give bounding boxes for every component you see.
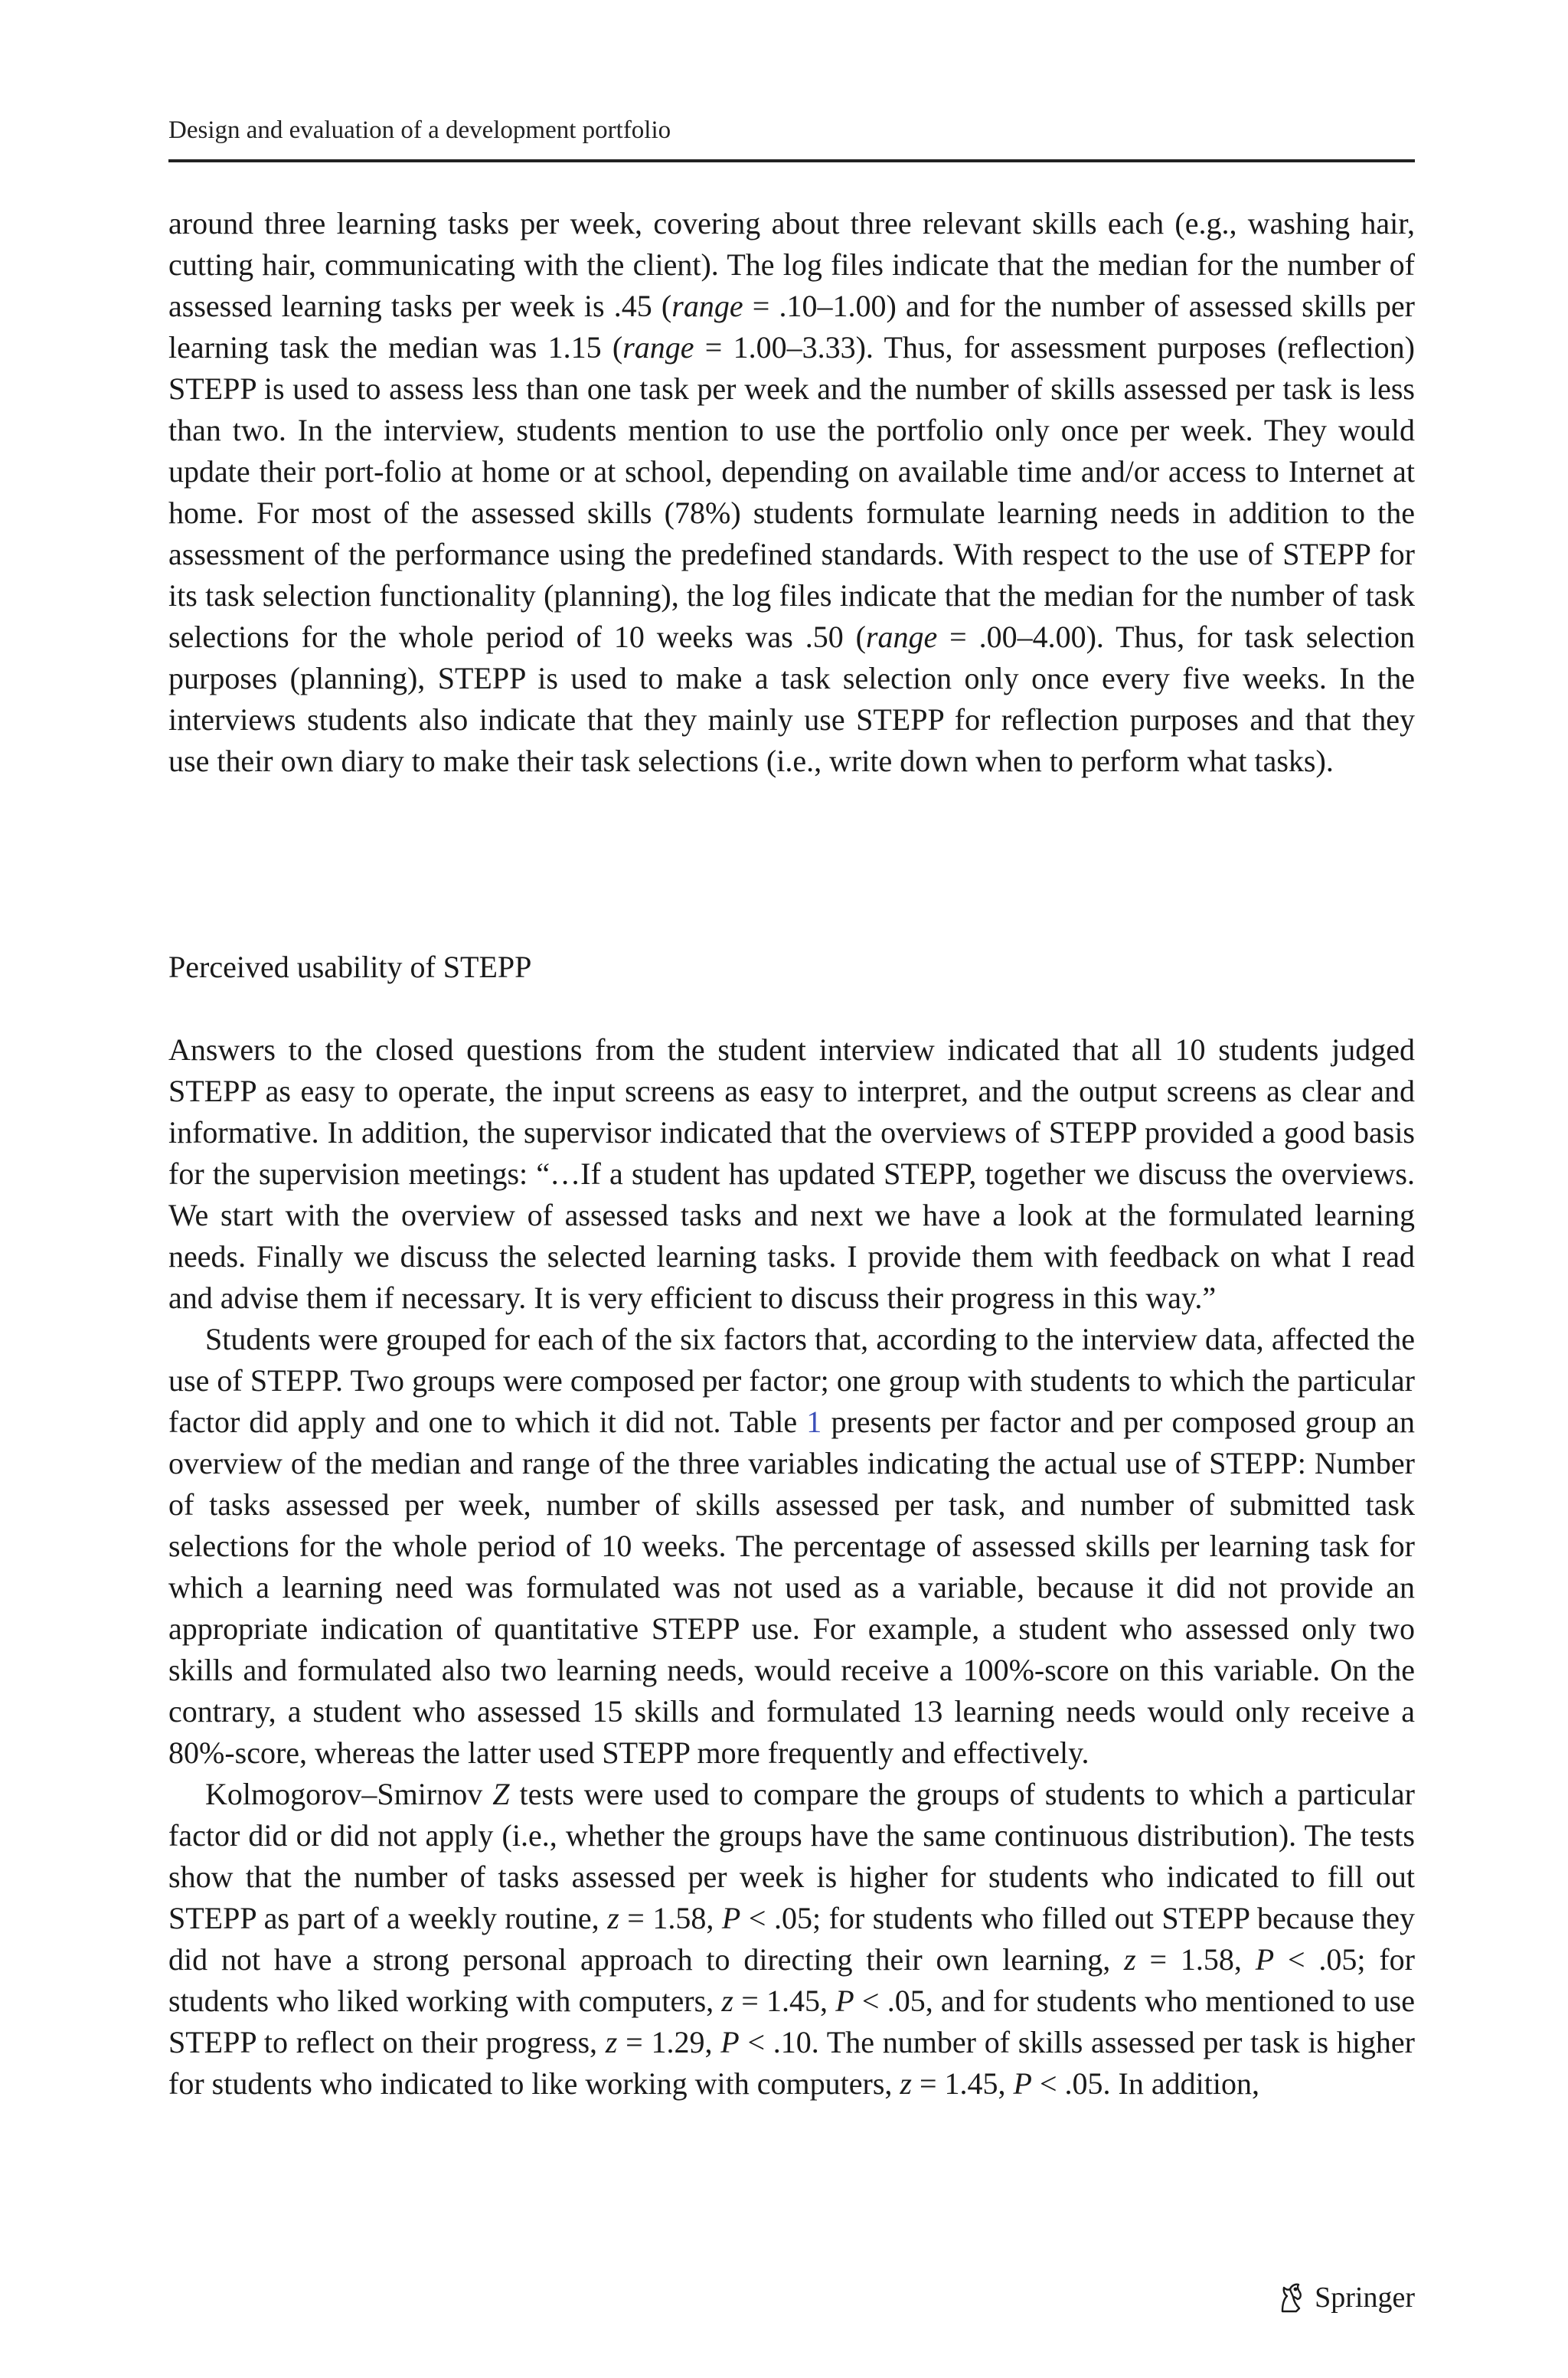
text-run: < .10. The number of skills assessed per task is higher for students who indicated to like working with computers, [168,2025,1415,2101]
text-run: = 1.45, [733,1984,836,2018]
range-label: range [622,330,694,365]
body-text-bottom [168,1029,1415,2105]
body-text-top [168,203,1415,782]
text-run: < .05, and for students who mentioned to use STEPP to reflect on their progress, [168,1984,1415,2059]
text-run: = 1.58, [619,1901,722,1935]
stat-symbol: P [835,1984,854,2018]
publisher-logo [1273,2281,1415,2314]
stat-symbol: z [1124,1942,1136,1977]
text-run: presents per factor and per composed group an overview of the median and range of the three variables indicating the actual use of STEPP: Number of tasks assessed per week, number of skills assessed per task, and number of submitted task selections for the whole period of 10 weeks. The percentage of assessed skills per learning task for which a learning need was formulated was not used as a variable, because it did not provide an appropriate indication of quantitative STEPP use. For example, a student who assessed only two skills and formulated also two learning needs, would receive a 100%-score on this variable. On the contrary, a student who assessed 15 skills and formulated 13 learning needs would only receive a 80%-score, whereas the latter used STEPP more frequently and effectively. [168,1405,1416,1770]
table-1-link[interactable]: 1 [806,1405,822,1439]
stat-symbol: z [605,2025,618,2059]
text-run: = 1.45, [911,2066,1014,2101]
stat-symbol: P [720,2025,740,2059]
text-run: around three learning tasks per week, covering about three relevant skills each (e.g., washing hair, cutting hair, communicating with the client). The log files indicate that the median for the number of assessed learning tasks per week is .45 ( [168,206,1415,323]
header-rule [168,159,1415,162]
paragraph-ks-tests [168,1774,1415,2105]
stat-symbol: P [1013,2066,1032,2101]
stat-symbol: z [900,2066,912,2101]
text-run: < .05. In addition, [1031,2066,1259,2101]
running-head: Design and evaluation of a development portfolio [168,116,671,144]
stat-symbol: P [721,1901,741,1935]
text-run: = 1.58, [1135,1942,1256,1977]
text-run: Kolmogorov–Smirnov [205,1777,493,1811]
stat-symbol: Z [492,1777,510,1811]
paragraph-grouping [168,1319,1415,1774]
text-run: < .05; for students who liked working with computers, [168,1942,1416,2018]
range-label: range [865,620,938,654]
text-run: = 1.00–3.33). Thus, for assessment purposes (reflection) STEPP is used to assess less than one task per week and the number of skills assessed per task is less than two. In the interview, students mention to use the portfolio only once per week. They would update their port-folio at home or at school, depending on available time and/or access to Internet at home. For most of the assessed skills (78%) students formulate learning needs in addition to the assessment of the performance using the predefined standards. With respect to the use of STEPP for its task selection functionality (planning), the log files indicate that the median for the number of task selections for the whole period of 10 weeks was .50 ( [168,330,1416,654]
text-run: < .05; for students who filled out STEPP because they did not have a strong personal approach to directing their own learning, [168,1901,1415,1977]
paragraph-log-files [168,203,1415,782]
publisher-name: Springer [1315,2282,1415,2314]
text-run: = .00–4.00). Thus, for task selection purposes (planning), STEPP is used to make a task selection only once every five weeks. In the interviews students also indicate that they mainly use STEPP for reflection purposes and that they use their own diary to make their task selections (i.e., write down when to perform what tasks). [168,620,1415,778]
section-heading: Perceived usability of STEPP [168,950,532,984]
springer-horse-icon [1273,2281,1307,2314]
stat-symbol: z [607,1901,619,1935]
stat-symbol: P [1255,1942,1275,1977]
text-run: = 1.29, [617,2025,721,2059]
range-label: range [671,289,743,323]
text-run: = .10–1.00) and for the number of assessed skills per learning task the median was 1.15 ( [168,289,1415,365]
text-run: Students were grouped for each of the six factors that, according to the interview data, affected the use of STEPP. Two groups were composed per factor; one group with students to which the particular factor did apply and one to which it did not. Table [168,1322,1415,1439]
text-run: tests were used to compare the groups of students to which a particular factor did or did not apply (i.e., whether the groups have the same continuous distribution). The tests show that the number of tasks assessed per week is higher for students who indicated to fill out STEPP as part of a weekly routine, [168,1777,1415,1935]
stat-symbol: z [721,1984,733,2018]
paragraph-usability: Answers to the closed questions from the student interview indicated that all 10 students judged STEPP as easy to operate, the input screens as easy to interpret, and the output screens as clear and informative. In addition, the supervisor indicated that the overviews of STEPP provided a good basis for the supervision meetings: “…If a student has updated STEPP, together we discuss the overviews. We start with the overview of assessed tasks and next we have a look at the formulated learning needs. Finally we discuss the selected learning tasks. I provide them with feedback on what I read and advise them if necessary. It is very efficient to discuss their progress in this way.” [168,1032,1415,1315]
